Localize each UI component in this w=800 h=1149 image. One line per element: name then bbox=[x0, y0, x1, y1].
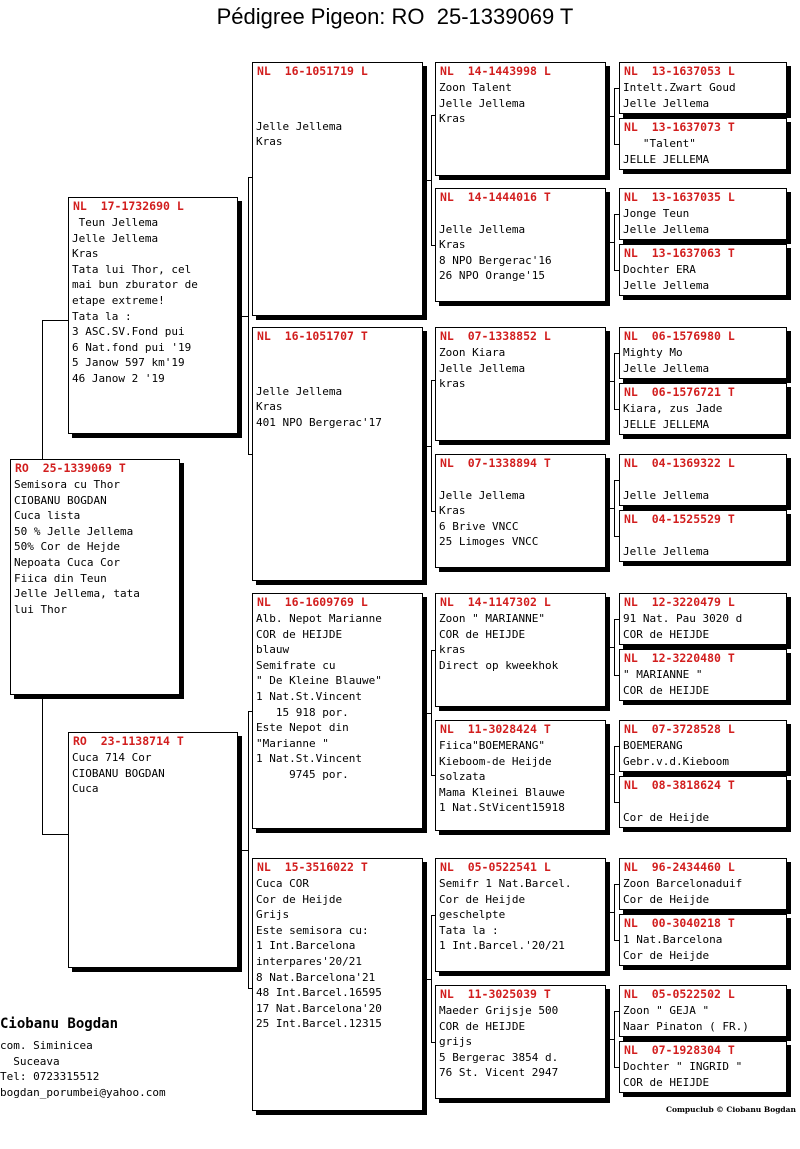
detail-line: 17 Nat.Barcelona'20 bbox=[256, 1001, 382, 1015]
pigeon-details bbox=[623, 80, 736, 111]
detail-line: lui Thor bbox=[14, 602, 67, 616]
ring-number: RO 25-1339069 T bbox=[15, 461, 126, 475]
detail-line: 8 NPO Bergerac'16 bbox=[439, 253, 552, 267]
pigeon-details bbox=[72, 215, 198, 387]
owner-phone: Tel: 0723315512 bbox=[0, 1070, 100, 1084]
detail-line: Jelle Jellema bbox=[623, 488, 710, 502]
pigeon-card-sds bbox=[435, 327, 606, 441]
detail-line: BOEMERANG bbox=[623, 739, 683, 752]
detail-line: Zoon Talent bbox=[439, 81, 512, 94]
detail-line: 5 Bergerac 3854 d. bbox=[439, 1050, 559, 1064]
pigeon-card-g2 bbox=[619, 118, 787, 170]
detail-line: Cuca lista bbox=[14, 509, 81, 523]
connector-line bbox=[608, 381, 614, 382]
detail-line: 46 Janow 2 '19 bbox=[72, 371, 165, 385]
pigeon-card-g7 bbox=[619, 454, 787, 506]
pigeon-card-g9 bbox=[619, 593, 787, 645]
detail-line: 15 918 por. bbox=[256, 705, 349, 719]
detail-line: Mighty Mo bbox=[623, 346, 683, 359]
pigeon-card-sss bbox=[435, 62, 606, 176]
detail-line: 1 Int.Barcelona bbox=[256, 939, 356, 953]
ring-number: NL 13-1637063 T bbox=[624, 246, 735, 260]
detail-line: Alb. Nepot Marianne bbox=[256, 612, 382, 625]
detail-line: Jelle Jellema bbox=[439, 488, 526, 502]
pigeon-details bbox=[14, 477, 140, 617]
detail-line: 1 Nat.Barcelona bbox=[623, 933, 723, 946]
ring-number: NL 11-3025039 T bbox=[440, 987, 551, 1001]
connector-line bbox=[614, 746, 615, 802]
detail-line bbox=[623, 472, 709, 488]
pigeon-details bbox=[623, 1003, 749, 1034]
pigeon-details bbox=[439, 876, 571, 954]
detail-line: 50% Cor de Hejde bbox=[14, 540, 120, 554]
detail-line: COR de HEIJDE bbox=[623, 683, 710, 697]
detail-line: Jelle Jellema bbox=[439, 361, 526, 375]
detail-line: COR de HEIJDE bbox=[623, 627, 710, 641]
detail-line: 3 ASC.SV.Fond pui bbox=[72, 325, 185, 339]
detail-line: Grijs bbox=[256, 908, 290, 922]
pigeon-details bbox=[623, 401, 722, 432]
detail-line: 8 Nat.Barcelona'21 bbox=[256, 970, 376, 984]
connector-line bbox=[248, 711, 249, 989]
connector-line bbox=[608, 1039, 614, 1040]
pigeon-details bbox=[256, 611, 382, 783]
owner-info bbox=[0, 1016, 166, 1100]
detail-line: Semisora cu Thor bbox=[14, 478, 120, 491]
detail-line: Kras bbox=[439, 238, 466, 252]
detail-line bbox=[256, 103, 342, 119]
pigeon-details bbox=[439, 611, 558, 673]
pigeon-card-g12 bbox=[619, 776, 787, 828]
connector-line bbox=[614, 353, 615, 409]
copyright-note: Compuclub © Ciobanu Bogdan bbox=[665, 1105, 796, 1114]
detail-line bbox=[256, 368, 382, 384]
ring-number: NL 13-1637053 L bbox=[624, 64, 735, 78]
pigeon-card-g13 bbox=[619, 858, 787, 910]
pigeon-card-g11 bbox=[619, 720, 787, 772]
pigeon-details bbox=[623, 876, 742, 907]
pigeon-card-sire bbox=[68, 197, 238, 434]
pigeon-details bbox=[623, 345, 709, 376]
pigeon-card-ssd bbox=[435, 188, 606, 302]
connector-line bbox=[425, 180, 431, 181]
pigeon-details bbox=[623, 667, 709, 698]
ring-number: NL 12-3220479 L bbox=[624, 595, 735, 609]
detail-line: Mama Kleinei Blauwe bbox=[439, 785, 565, 799]
connector-line bbox=[425, 713, 431, 714]
pigeon-details bbox=[623, 528, 709, 559]
detail-line: Kras bbox=[439, 504, 466, 518]
connector-line bbox=[42, 320, 43, 459]
detail-line: 48 Int.Barcel.16595 bbox=[256, 986, 382, 1000]
pigeon-details bbox=[256, 876, 382, 1032]
pigeon-card-sdd bbox=[435, 454, 606, 568]
detail-line: 6 Brive VNCC bbox=[439, 519, 519, 533]
detail-line: Zoon Barcelonaduif bbox=[623, 877, 743, 890]
pigeon-details bbox=[623, 262, 709, 293]
detail-line: Jelle Jellema bbox=[623, 544, 710, 558]
detail-line: COR de HEIJDE bbox=[439, 1019, 526, 1033]
connector-line bbox=[248, 177, 249, 454]
ring-number: NL 07-1338852 L bbox=[440, 329, 551, 343]
detail-line: Cuca bbox=[72, 782, 99, 796]
ring-number: NL 00-3040218 T bbox=[624, 916, 735, 930]
detail-line: Intelt.Zwart Goud bbox=[623, 81, 736, 94]
detail-line: Tata la : bbox=[439, 923, 499, 937]
detail-line: Jelle Jellema bbox=[623, 361, 710, 375]
pigeon-card-dss bbox=[435, 593, 606, 707]
ring-number: NL 14-1443998 L bbox=[440, 64, 551, 78]
detail-line: Cor de Heijde bbox=[623, 948, 710, 962]
detail-line: 9745 por. bbox=[256, 767, 349, 781]
pigeon-details bbox=[439, 345, 525, 392]
detail-line: 25 Limoges VNCC bbox=[439, 535, 539, 549]
pigeon-card-dd bbox=[252, 858, 423, 1111]
connector-line bbox=[614, 619, 615, 675]
pigeon-card-subject bbox=[10, 459, 180, 695]
detail-line: Cor de Heijde bbox=[623, 892, 710, 906]
detail-line: Jelle Jellema bbox=[623, 96, 710, 110]
pigeon-details bbox=[256, 368, 382, 430]
detail-line: Teun Jellema bbox=[72, 216, 159, 229]
pigeon-card-g14 bbox=[619, 914, 787, 966]
detail-line: etape extreme! bbox=[72, 293, 165, 307]
detail-line: 91 Nat. Pau 3020 d bbox=[623, 612, 743, 625]
ring-number: NL 08-3818624 T bbox=[624, 778, 735, 792]
ring-number: NL 14-1147302 L bbox=[440, 595, 551, 609]
pigeon-details bbox=[439, 738, 565, 816]
detail-line: Jelle Jellema bbox=[439, 96, 526, 110]
pigeon-details bbox=[623, 136, 709, 167]
detail-line: blauw bbox=[256, 643, 290, 657]
pigeon-card-g3 bbox=[619, 188, 787, 240]
owner-email: bogdan_porumbei@yahoo.com bbox=[0, 1085, 166, 1099]
detail-line: kras bbox=[439, 643, 466, 657]
detail-line: 5 Janow 597 km'19 bbox=[72, 356, 185, 370]
detail-line: Cor de Heijde bbox=[623, 810, 710, 824]
detail-line: 50 % Jelle Jellema bbox=[14, 524, 134, 538]
connector-line bbox=[608, 242, 614, 243]
ring-number: NL 13-1637073 T bbox=[624, 120, 735, 134]
connector-line bbox=[614, 1011, 615, 1067]
detail-line: 6 Nat.fond pui '19 bbox=[72, 340, 192, 354]
detail-line: "Marianne " bbox=[256, 736, 329, 750]
ring-number: NL 07-1928304 T bbox=[624, 1043, 735, 1057]
pigeon-details bbox=[256, 103, 342, 150]
pigeon-details bbox=[623, 472, 709, 503]
detail-line: Kras bbox=[72, 247, 99, 261]
detail-line: Jelle Jellema bbox=[72, 231, 159, 245]
pigeon-details bbox=[623, 1059, 742, 1090]
connector-line bbox=[431, 380, 432, 511]
ring-number: NL 15-3516022 T bbox=[257, 860, 368, 874]
ring-number: NL 06-1576721 T bbox=[624, 385, 735, 399]
detail-line: Kiara, zus Jade bbox=[623, 402, 723, 415]
detail-line bbox=[623, 528, 709, 544]
connector-line bbox=[614, 884, 615, 940]
detail-line: grijs bbox=[439, 1035, 473, 1049]
ring-number: NL 05-0522502 L bbox=[624, 987, 735, 1001]
connector-line bbox=[242, 850, 248, 851]
ring-number: NL 16-1609769 L bbox=[257, 595, 368, 609]
detail-line: 401 NPO Bergerac'17 bbox=[256, 415, 382, 429]
connector-line bbox=[608, 647, 614, 648]
pigeon-details bbox=[439, 1003, 558, 1081]
pigeon-card-g1 bbox=[619, 62, 787, 114]
ring-number: NL 14-1444016 T bbox=[440, 190, 551, 204]
detail-line: Fiica"BOEMERANG" bbox=[439, 739, 545, 752]
detail-line: 26 NPO Orange'15 bbox=[439, 269, 545, 283]
detail-line: Fiica din Teun bbox=[14, 571, 107, 585]
detail-line: 1 Int.Barcel.'20/21 bbox=[439, 939, 565, 953]
ring-number: RO 23-1138714 T bbox=[73, 734, 184, 748]
ring-number: NL 17-1732690 L bbox=[73, 199, 184, 213]
ring-number: NL 04-1369322 L bbox=[624, 456, 735, 470]
detail-line: Kras bbox=[256, 400, 283, 414]
detail-line: JELLE JELLEMA bbox=[623, 152, 710, 166]
detail-line bbox=[439, 206, 552, 222]
pigeon-card-g5 bbox=[619, 327, 787, 379]
pigeon-card-dds bbox=[435, 858, 606, 972]
detail-line: CIOBANU BOGDAN bbox=[72, 766, 165, 780]
ring-number: NL 13-1637035 L bbox=[624, 190, 735, 204]
detail-line: Cor de Heijde bbox=[439, 892, 526, 906]
ring-number: NL 11-3028424 T bbox=[440, 722, 551, 736]
detail-line: Direct op kweekhok bbox=[439, 658, 559, 672]
detail-line: Zoon " GEJA " bbox=[623, 1004, 710, 1017]
connector-line bbox=[608, 116, 614, 117]
detail-line: Kieboom-de Heijde bbox=[439, 754, 552, 768]
detail-line: Dochter " INGRID " bbox=[623, 1060, 743, 1073]
detail-line bbox=[439, 472, 538, 488]
connector-line bbox=[614, 480, 615, 536]
pigeon-card-dsd bbox=[435, 720, 606, 831]
detail-line: Jelle Jellema bbox=[256, 384, 343, 398]
pigeon-details bbox=[439, 80, 525, 127]
detail-line bbox=[623, 794, 709, 810]
ring-number: NL 07-3728528 L bbox=[624, 722, 735, 736]
ring-number: NL 16-1051719 L bbox=[257, 64, 368, 78]
detail-line: COR de HEIJDE bbox=[623, 1075, 710, 1089]
pigeon-details bbox=[623, 794, 709, 825]
detail-line: JELLE JELLEMA bbox=[623, 417, 710, 431]
detail-line: Cor de Heijde bbox=[256, 892, 343, 906]
ring-number: NL 96-2434460 L bbox=[624, 860, 735, 874]
detail-line: Gebr.v.d.Kieboom bbox=[623, 754, 729, 768]
detail-line: Tata lui Thor, cel bbox=[72, 262, 192, 276]
owner-name: Ciobanu Bogdan bbox=[0, 1016, 119, 1032]
pigeon-card-g4 bbox=[619, 244, 787, 296]
detail-line: Jelle Jellema bbox=[623, 278, 710, 292]
pigeon-details bbox=[439, 472, 538, 550]
detail-line: geschelpte bbox=[439, 908, 506, 922]
connector-line bbox=[42, 699, 43, 834]
pigeon-card-g16 bbox=[619, 1041, 787, 1093]
connector-line bbox=[242, 316, 248, 317]
detail-line: Nepoata Cuca Cor bbox=[14, 555, 120, 569]
detail-line: COR de HEIJDE bbox=[439, 627, 526, 641]
pigeon-card-g10 bbox=[619, 649, 787, 701]
detail-line: COR de HEIJDE bbox=[256, 627, 343, 641]
detail-line: Zoon " MARIANNE" bbox=[439, 612, 545, 625]
connector-line bbox=[608, 774, 614, 775]
connector-line bbox=[425, 446, 431, 447]
detail-line: CIOBANU BOGDAN bbox=[14, 493, 107, 507]
detail-line: "Talent" bbox=[623, 137, 696, 150]
detail-line: Semifr 1 Nat.Barcel. bbox=[439, 877, 572, 890]
connector-line bbox=[42, 834, 68, 835]
pigeon-details bbox=[439, 206, 552, 284]
detail-line: Jelle Jellema, tata bbox=[14, 587, 140, 601]
connector-line bbox=[608, 912, 614, 913]
detail-line: Zoon Kiara bbox=[439, 346, 506, 359]
connector-line bbox=[608, 508, 614, 509]
detail-line: Este Nepot din bbox=[256, 721, 349, 735]
owner-address-line: com. Siminicea bbox=[0, 1039, 93, 1052]
detail-line: Naar Pinaton ( FR.) bbox=[623, 1019, 749, 1033]
detail-line: Semifrate cu bbox=[256, 658, 336, 672]
pigeon-details bbox=[623, 611, 742, 642]
pigeon-details bbox=[623, 206, 709, 237]
detail-line: Dochter ERA bbox=[623, 263, 696, 276]
pigeon-details bbox=[72, 750, 165, 797]
detail-line: 1 Nat.St.Vincent bbox=[256, 689, 362, 703]
detail-line: Jelle Jellema bbox=[439, 222, 526, 236]
ring-number: NL 05-0522541 L bbox=[440, 860, 551, 874]
detail-line: Kras bbox=[439, 112, 466, 126]
detail-line: 1 Nat.StVicent15918 bbox=[439, 801, 565, 815]
detail-line: solzata bbox=[439, 770, 486, 784]
connector-line bbox=[614, 214, 615, 270]
owner-address-line: Suceava bbox=[0, 1054, 60, 1068]
detail-line: Cuca COR bbox=[256, 877, 309, 890]
detail-line: Tata la : bbox=[72, 309, 132, 323]
ring-number: NL 04-1525529 T bbox=[624, 512, 735, 526]
pigeon-card-g8 bbox=[619, 510, 787, 562]
detail-line: mai bun zburator de bbox=[72, 278, 198, 292]
connector-line bbox=[431, 115, 432, 245]
connector-line bbox=[42, 320, 68, 321]
connector-line bbox=[431, 650, 432, 775]
ring-number: NL 07-1338894 T bbox=[440, 456, 551, 470]
ring-number: NL 16-1051707 T bbox=[257, 329, 368, 343]
detail-line: " De Kleine Blauwe" bbox=[256, 674, 382, 688]
pigeon-card-dam bbox=[68, 732, 238, 968]
pigeon-card-sd bbox=[252, 327, 423, 581]
connector-line bbox=[425, 979, 431, 980]
detail-line: " MARIANNE " bbox=[623, 668, 703, 681]
detail-line: 1 Nat.St.Vincent bbox=[256, 752, 362, 766]
detail-line: 25 Int.Barcel.12315 bbox=[256, 1017, 382, 1031]
connector-line bbox=[614, 88, 615, 144]
detail-line: Maeder Grijsje 500 bbox=[439, 1004, 559, 1017]
detail-line: Cuca 714 Cor bbox=[72, 751, 152, 764]
pigeon-card-ss bbox=[252, 62, 423, 316]
pigeon-details bbox=[623, 932, 722, 963]
pigeon-card-ds bbox=[252, 593, 423, 829]
detail-line: Kras bbox=[256, 135, 283, 149]
pigeon-card-g6 bbox=[619, 383, 787, 435]
detail-line: Jonge Teun bbox=[623, 207, 690, 220]
connector-line bbox=[431, 915, 432, 1042]
detail-line: kras bbox=[439, 377, 466, 391]
pigeon-card-ddd bbox=[435, 985, 606, 1099]
pigeon-card-g15 bbox=[619, 985, 787, 1037]
ring-number: NL 12-3220480 T bbox=[624, 651, 735, 665]
detail-line: Jelle Jellema bbox=[623, 222, 710, 236]
detail-line: Jelle Jellema bbox=[256, 119, 343, 133]
detail-line: interpares'20/21 bbox=[256, 954, 362, 968]
detail-line: 76 St. Vicent 2947 bbox=[439, 1066, 559, 1080]
ring-number: NL 06-1576980 L bbox=[624, 329, 735, 343]
detail-line: Este semisora cu: bbox=[256, 923, 369, 937]
page-title: Pédigree Pigeon: RO 25-1339069 T bbox=[216, 4, 574, 29]
pigeon-details bbox=[623, 738, 729, 769]
